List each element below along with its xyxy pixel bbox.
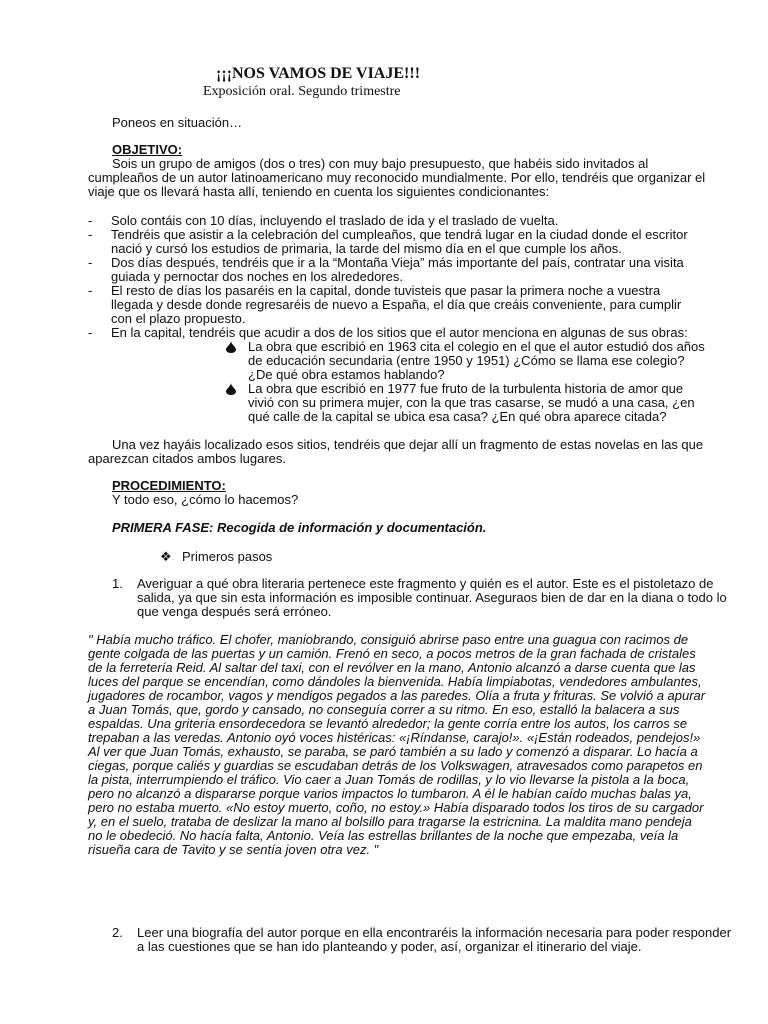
places-list xyxy=(226,340,706,424)
intro-text: Poneos en situación… xyxy=(112,115,243,130)
condition-item xyxy=(88,326,688,340)
closing-paragraph: Una vez hayáis localizado esos sitios, tendréis que dejar allí un fragmento de estas novelas en las que aparezcan citados ambos lugares. xyxy=(88,437,704,466)
step-number: 1. xyxy=(112,576,123,591)
dash-bullet: - xyxy=(88,255,93,270)
condition-text: El resto de días los pasaréis en la capital, donde tuvisteis que pasar la primera noche a vuestra llegada y desde donde regresaréis de nuevo a España, el día que creáis conveniente, para cumplir con el plazo propuesto. xyxy=(111,283,682,326)
phase-heading: PRIMERA FASE: Recogida de información y documentación. xyxy=(112,520,487,535)
procedimiento-heading: PROCEDIMIENTO: xyxy=(112,478,226,493)
objetivo-heading: OBJETIVO: xyxy=(112,142,183,157)
dash-bullet: - xyxy=(88,325,93,340)
document-title: ¡¡¡NOS VAMOS DE VIAJE!!! xyxy=(216,65,421,82)
condition-item xyxy=(88,214,688,228)
step-2 xyxy=(112,926,737,954)
dash-bullet: - xyxy=(88,213,93,228)
place-text: La obra que escribió en 1963 cita el colegio en el que el autor estudió dos años de educación secundaria (entre 1950 y 1951) ¿Cómo se llama ese colegio? ¿De qué obra estamos hablando? xyxy=(248,339,705,382)
objetivo-paragraph: Sois un grupo de amigos (dos o tres) con muy bajo presupuesto, que habéis sido invitados al cumpleaños de un autor latinoamericano muy reconocido mundialmente. Por ello, tendréis que organizar el viaje que os llevará hasta allí, teniendo en cuenta los siguientes condicionantes: xyxy=(88,156,706,199)
condition-text: Tendréis que asistir a la celebración del cumpleaños, que tendrá lugar en la ciudad donde el escritor nació y cursó los estudios de primaria, la tarde del mismo día en el que cumple los años. xyxy=(111,227,688,256)
drop-icon xyxy=(226,341,236,353)
document-subtitle: Exposición oral. Segundo trimestre xyxy=(203,84,401,99)
place-item xyxy=(226,340,706,382)
procedimiento-question: Y todo eso, ¿cómo lo hacemos? xyxy=(112,492,299,507)
condition-text: En la capital, tendréis que acudir a dos de los sitios que el autor menciona en algunas de sus obras: xyxy=(111,325,688,340)
condition-text: Solo contáis con 10 días, incluyendo el traslado de ida y el traslado de vuelta. xyxy=(111,213,559,228)
step-text: Averiguar a qué obra literaria pertenece este fragmento y quién es el autor. Este es el pistoletazo de salida, ya que sin esta información es imposible continuar. Aseguraos bien de dar en la diana o todo lo que venga después será erróneo. xyxy=(137,576,727,619)
step-number: 2. xyxy=(112,925,123,940)
novel-fragment-quote: " Había mucho tráfico. El chofer, maniobrando, consiguió abrirse paso entre una guagua con racimos de gente colgada de las puertas y un camión. Frenó en seco, a pocos metros de la gran fachada de cristales de la ferretería Reid. Al saltar del taxi, con el revólver en la mano, Antonio alcanzó a darse cuenta que las luces del parque se encendían, como dándoles la bienvenida. Había limpiabotas, vendedores ambulantes, jugadores de rocambor, vagos y mendigos pegados a las paredes. Olía a fruta y frituras. Se volvió a apurar a Juan Tomás, que, gordo y cansado, no conseguía correr a su ritmo. En eso, estalló la balacera a sus espaldas. Una gritería ensordecedora se levantó alrededor; la gente corría entre los autos, los carros se trepaban a las veredas. Antonio oyó voces histéricas: «¡Ríndanse, carajo!». «¡Están rodeados, pendejos!» Al ver que Juan Tomás, exhausto, se paraba, se paró también a su lado y comenzó a disparar. Lo hacía a ciegas, porque caliés y guardias se escudaban detrás de los Volkswagen, atravesados como parapetos en la pista, interrumpiendo el tráfico. Vio caer a Juan Tomás de rodillas, y lo vio llevarse la pistola a la boca, pero no alcanzó a dispararse porque varios impactos lo tumbaron. A él le habían caído muchas balas ya, pero no estaba muerto. «No estoy muerto, coño, no estoy.» Había disparado todos los tiros de su cargador y, en el suelo, trataba de deslizar la mano al bolsillo para tragarse la estricnina. La maldita mano pendeja no le obedeció. No hacía falta, Antonio. Veía las estrellas brillantes de la noche que empezaba, veía la risueña cara de Tavito y se sentía joven otra vez. " xyxy=(88,632,706,857)
dash-bullet: - xyxy=(88,227,93,242)
condition-item xyxy=(88,284,688,326)
conditions-list xyxy=(88,214,688,340)
condition-text: Dos días después, tendréis que ir a la “Montaña Vieja” más importante del país, contratar una visita guiada y pernoctar dos noches en los alrededores. xyxy=(111,255,684,284)
dash-bullet: - xyxy=(88,283,93,298)
step-1 xyxy=(112,577,727,619)
place-item xyxy=(226,382,706,424)
place-text: La obra que escribió en 1977 fue fruto de la turbulenta historia de amor que vivió con su primera mujer, con la que tras casarse, se mudó a una casa, ¿en qué calle de la capital se ubica esa casa? ¿En qué obra aparece citada? xyxy=(248,381,695,424)
step-text: Leer una biografía del autor porque en ella encontraréis la información necesaria para poder responder a las cuestiones que se han ido planteando y poder, así, organizar el itinerario del viaje. xyxy=(137,925,732,954)
first-steps-label: Primeros pasos xyxy=(182,549,273,564)
drop-icon xyxy=(226,383,236,395)
first-steps-item xyxy=(160,550,272,564)
condition-item xyxy=(88,256,688,284)
condition-item xyxy=(88,228,688,256)
diamond-icon: ❖ xyxy=(160,549,172,564)
